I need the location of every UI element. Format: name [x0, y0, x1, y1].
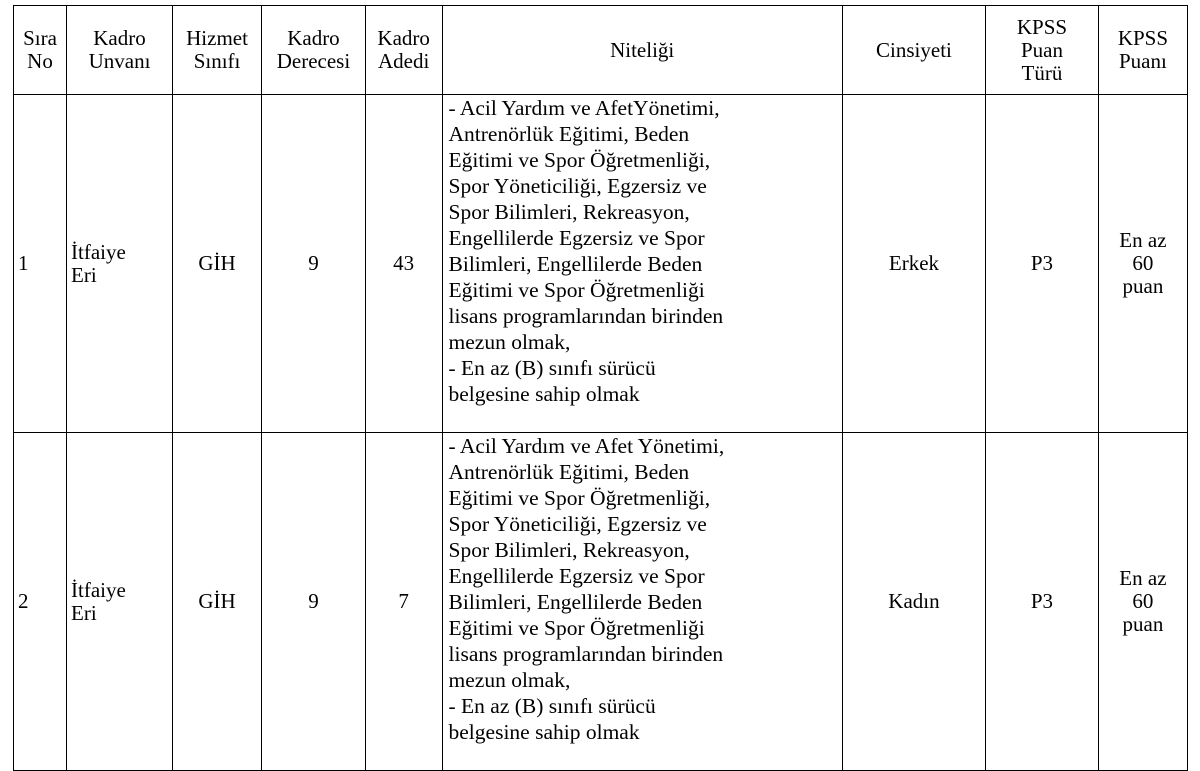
cell-puan-turu: P3	[986, 433, 1099, 771]
cell-adet: 43	[365, 95, 442, 433]
cell-sira: 1	[14, 95, 67, 433]
cell-puan-turu: P3	[986, 95, 1099, 433]
cell-cinsiyet: Kadın	[842, 433, 985, 771]
cell-nitelik: - Acil Yardım ve Afet Yönetimi, Antrenörlük Eğitimi, Beden Eğitimi ve Spor Öğretmenliği, Spor Yöneticiliği, Egzersiz ve Spor Bilimleri, Rekreasyon, Engellilerde Egzersiz ve Spor Bilimleri, Engellilerde Beden Eğitimi ve Spor Öğretmenliği lisans programlarından birinden mezun olmak, - En az (B) sınıfı sürücü belgesine sahip olmak	[442, 433, 842, 771]
header-sira-no: Sıra No	[14, 6, 67, 95]
header-kpss-puan-turu: KPSS Puan Türü	[986, 6, 1099, 95]
header-kadro-derecesi: Kadro Derecesi	[262, 6, 366, 95]
header-kpss-puani: KPSS Puanı	[1098, 6, 1187, 95]
kadro-table	[13, 5, 1188, 771]
cell-derece: 9	[262, 433, 366, 771]
cell-puan: En az 60 puan	[1098, 95, 1187, 433]
cell-sira: 2	[14, 433, 67, 771]
table-header-row	[14, 6, 1188, 95]
cell-puan: En az 60 puan	[1098, 433, 1187, 771]
cell-unvan: İtfaiye Eri	[67, 433, 173, 771]
cell-nitelik: - Acil Yardım ve AfetYönetimi, Antrenörlük Eğitimi, Beden Eğitimi ve Spor Öğretmenliği, Spor Yöneticiliği, Egzersiz ve Spor Bilimleri, Rekreasyon, Engellilerde Egzersiz ve Spor Bilimleri, Engellilerde Beden Eğitimi ve Spor Öğretmenliği lisans programlarından birinden mezun olmak, - En az (B) sınıfı sürücü belgesine sahip olmak	[442, 95, 842, 433]
table-row	[14, 95, 1188, 433]
header-hizmet-sinifi: Hizmet Sınıfı	[173, 6, 262, 95]
cell-sinif: GİH	[173, 433, 262, 771]
cell-derece: 9	[262, 95, 366, 433]
header-kadro-unvani: Kadro Unvanı	[67, 6, 173, 95]
header-niteligi: Niteliği	[442, 6, 842, 95]
cell-adet: 7	[365, 433, 442, 771]
cell-sinif: GİH	[173, 95, 262, 433]
cell-cinsiyet: Erkek	[842, 95, 985, 433]
table-row	[14, 433, 1188, 771]
header-kadro-adedi: Kadro Adedi	[365, 6, 442, 95]
header-cinsiyeti: Cinsiyeti	[842, 6, 985, 95]
cell-unvan: İtfaiye Eri	[67, 95, 173, 433]
